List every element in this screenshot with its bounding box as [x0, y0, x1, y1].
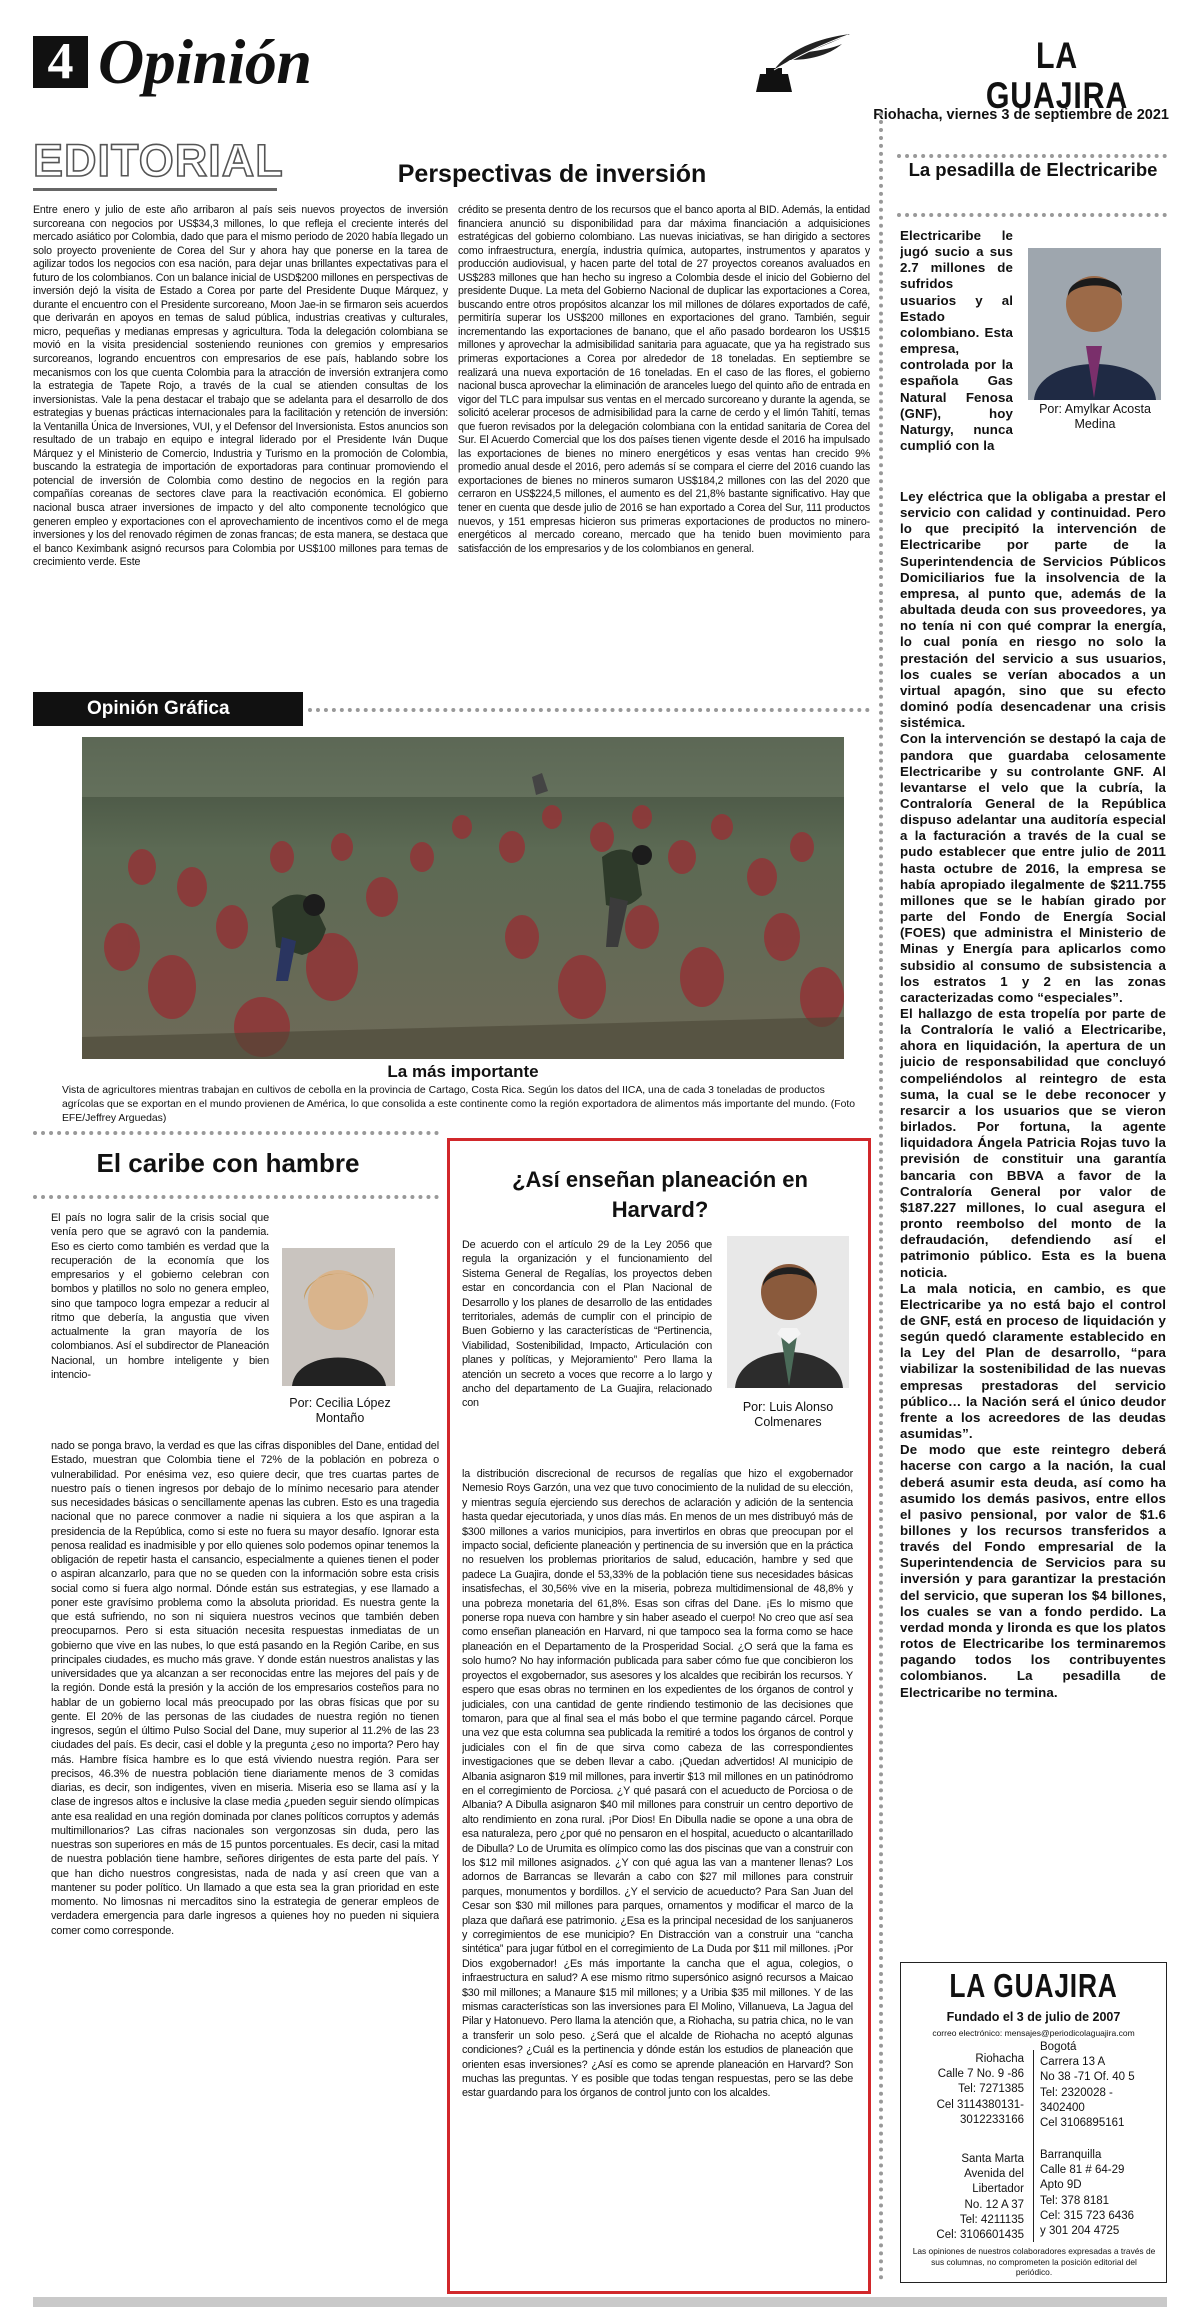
- office-line: 3402400: [1040, 2101, 1085, 2114]
- office-line: Calle 7 No. 9 -86: [937, 2068, 1024, 2081]
- editorial-col-1: Entre enero y julio de este año arribaron al país seis nuevos proyectos de inversión surcoreana con negocios por US$34,3 millones, lo que refleja el creciente interés del mercado asiático por Colombia, dado que para el mismo periodo de 2020 había llegado un solo proyecto proveniente de Corea del Sur y ahora hay que ponerse en la tarea de agilizar todos los negocios con esa nación, para dejar unas brillantes expectativas para el futuro de los colombianos. Con un balance inicial de USD$200 millones en perspectivas de inversión dejó la visita de Estado a Corea por parte del Presidente Duque Márquez, y durante el encuentro con el Presidente surcoreano, Moon Jae-in se firmaron seis acuerdos que derivarán en apoyos en temas de salud pública, industrias creativas y culturales, micro, pequeñas y medianas empresas y agricultura. Toda la delegación colombiana se movió en la visita presidencial sosteniendo reuniones con gremios y empresarios surcoreanos, logrando encuentros con empresarios de ese país, hablando sobre los mecanismos con los que cuenta Colombia para la atracción de inversión extranjera como la estrategia de Tapete Rojo, a través de la cual se atienden consultas de los inversionistas. Vale la pena destacar el trabajo que se adelanta para el desarrollo de dos estrategias y buenas prácticas internacionales para la facilitación y retención de inversión: la Ventanilla Única de Inversiones, VUI, y el Defensor del Inversionista. Estos anuncios son resultado de un trabajo en equipo e integral liderado por el Presidente Iván Duque Márquez y el Ministerio de Comercio, Industria y Turismo en la promoción de Colombia, buscando la estrategia de importación de exportadoras para continuar promoviendo el potencial de inversión de Colombia como destino de negocios en la región para compañías coreanas de sectores clave para la reactivación económica. El gobierno nacional busca atraer inversiones de impacto y del alto componente tecnológico que generen empleo y exportaciones con el aprovechamiento de incentivos como el de mega inversiones y los del renovado régimen de zonas francas; de esta manera, se destaca que el banco Keximbank asignó recursos para Colombia por US$100 millones para temas de crecimiento verde. Este: [33, 204, 448, 569]
- harvard-byline: Por: Luis Alonso Colmenares: [742, 1400, 834, 1429]
- office-barranquilla: [1040, 2148, 1164, 2239]
- editorial-label: EDITORIAL: [33, 135, 284, 186]
- office-line: Cel: 315 723 6436: [1040, 2209, 1134, 2222]
- caribe-byline: Por: Cecilia López Montaño: [289, 1396, 391, 1425]
- grafica-label-rule: [308, 708, 870, 712]
- office-line: No 38 -71 Of. 40 5: [1040, 2071, 1135, 2084]
- bottom-bar: [33, 2297, 1167, 2307]
- office-line: Cel: 3106601435: [936, 2229, 1024, 2242]
- office-line: Bogotá: [1040, 2041, 1077, 2053]
- office-line: Cel 3114380131-: [936, 2098, 1024, 2111]
- section-rule: [33, 1131, 439, 1135]
- grafica-photo-title: La más importante: [387, 1062, 539, 1081]
- person-icon: [727, 1236, 849, 1388]
- onion-field-photo: [82, 737, 844, 1059]
- office-santa-marta: [908, 2152, 1024, 2243]
- office-line: Avenida del: [964, 2168, 1024, 2181]
- pesadilla-p4: La mala noticia, en cambio, es que Electricaribe ya no está bajo el control de GNF, está en proceso de liquidación y según quedó claramente establecido en la Ley del Plan de desarrollo, “para viabilizar la sostenibilidad de las nuevas empresas prestadoras del servicio público… la Nación será el único deudor frente a los acreedores de las deudas asumidas”.: [900, 1280, 1166, 1442]
- section-title: Opinión: [98, 26, 312, 97]
- harvard-lead: De acuerdo con el artículo 29 de la Ley 2056 que regula la organización y el funcionamiento del Sistema General de Regalías, los proyectos deben estar en concordancia con el Plan Nacional de Desarrollo y los planes de desarrollo de las entidades territoriales, además de cumplir con el principio de Buen Gobierno y las características de “Pertinencia, Viabilidad, Sostenibilidad, Impacto, Articulación con planes y políticas, y Mejoramiento” Pero llama la atención un secreto a voces que recorre a lo largo y ancho del departamento de La Guajira, relacionado con: [462, 1239, 712, 1410]
- caribe-title-rule: [33, 1195, 439, 1199]
- office-line: 3012233166: [960, 2113, 1024, 2126]
- office-line: Tel: 7271385: [958, 2083, 1024, 2096]
- pesadilla-p1: Ley eléctrica que la obligaba a prestar el servicio con calidad y continuidad. Pero lo que precipitó la intervención de Electricaribe por parte de la Superintendencia de Servicios Públicos Domiciliarios fue la insolvencia de la empresa, al punto que, además de la abultada deuda con sus proveedores, ya no tenía ni con qué comprar la energía, lo cual ponía en riesgo no solo la prestación del servicio a sus usuarios, los cuales se verían abocados a un virtual apagón, sino que su efecto dominó podía desencadenar una crisis sistémica.: [900, 489, 1166, 731]
- masthead-logo: LA GUAJIRA: [985, 35, 1129, 116]
- pesadilla-title-rule: [897, 213, 1167, 217]
- masthead-email: correo electrónico: mensajes@periodicolaguajira.com: [932, 2028, 1135, 2038]
- grafica-label-text: Opinión Gráfica: [87, 698, 230, 719]
- office-line: Cel 3106895161: [1040, 2117, 1125, 2130]
- grafica-label: [33, 692, 303, 726]
- pesadilla-p2: Con la intervención se destapó la caja de pandora que guardaba celosamente Electricaribe y su controlante GNF. Al levantarse el velo que la cubría, la Contraloría General de la República dispuso adelantar una auditoría especial a la facturación a través de la cual se pudo establecer que entre julio de 2011 hasta octubre de 2016, la empresa se había apropiado ilegalmente de $211.755 millones que se le habían girado por parte del Fondo de Energía Social (FOES) que administra el Ministerio de Minas y Energía para aplicarlos como subsidio al consumo de subsistencia a los estratos 1 y 2 en las zonas caracterizadas como “especiales”.: [900, 731, 1166, 1005]
- luis-colmenares-photo: [727, 1236, 849, 1388]
- quill-inkwell-icon: [738, 30, 856, 94]
- office-line: No. 12 A 37: [964, 2198, 1024, 2211]
- masthead-founded: Fundado el 3 de julio de 2007: [946, 2010, 1121, 2024]
- amylkar-acosta-photo: [1028, 248, 1161, 400]
- editorial-title: Perspectivas de inversión: [397, 160, 707, 188]
- dateline: Riohacha, viernes 3 de septiembre de 2021: [873, 107, 1169, 123]
- caribe-lead: El país no logra salir de la crisis social que venía pero que se agravó con la pandemia. Eso es cierto como también es verdad que la recuperación de la economía que los empresarios y el gobierno celebran con bombos y platillos no solo no genera empleo, sino que tampoco logra empezar a reducir al ritmo que debería, la angustia que viven actualmente la gran mayoría de los colombianos. Así el subdirector de Planeación Nacional, un hombre inteligente y bien intencio-: [51, 1212, 269, 1381]
- office-line: Riohacha: [975, 2053, 1024, 2065]
- pesadilla-p5: De modo que este reintegro deberá hacerse con cargo a la nación, la cual deberá asumir esta deuda, así como ha asumido los demás pasivos, entre ellos el pasivo pensional, por valor de $1.6 billones y los recursos transferidos a través del Fondo empresarial de la Superintendencia de Servicios para su inversión y para garantizar la prestación del servicio, que superan los $4 billones, los cuales se van a fondo perdido. La verdad monda y lironda es que los platos rotos de Electricaribe los terminaremos pagando todos los contribuyentes colombianos. La pesadilla de Electricaribe no termina.: [900, 1442, 1166, 1700]
- masthead-disclaimer: Las opiniones de nuestros colaboradores expresadas a través de sus columnas, no comprometen la posición editorial del periódico.: [912, 2246, 1156, 2277]
- column-divider: [879, 112, 883, 2282]
- pesadilla-body: [900, 489, 1166, 1950]
- pesadilla-title: La pesadilla de Electricaribe: [908, 159, 1158, 180]
- editorial-col-2: crédito se presenta dentro de los recursos que el banco aporta al BID. Además, la entidad financiera anunció su disponibilidad para dar máxima financiación a adquisiciones estratégicas del gobierno colombiano. Las nuevas iniciativas, se han dirigido a sectores como infraestructura, energía, industria química, autopartes, instrumentos y aparatos y producción audiovisual, y hacen parte del total de 27 proyectos coreanos avaluados en US$283 millones que han hecho su ingreso a Colombia desde el inicio del Gobierno del presidente Duque. La meta del Gobierno Nacional de duplicar las exportaciones a Corea, buscando entre otros propósitos alcanzar los mil millones de dólares exportados de café, permitiría superar los US$200 millones en exportaciones del grano. También, seguir incrementando las exportaciones de banano, que el año pasado bordearon los US$15 millones y aprovechar la admisibilidad sanitaria para aguacate, que ya ha registrado sus primeras exportaciones a Corea por alrededor de 18 toneladas. En septiembre se realizará una nueva exportación de 16 toneladas. En el caso de las flores, el gobierno nacional busca aprovechar la eliminación de aranceles luego del quinto año de entrada en vigor del TLC para impulsar sus ventas en el mercado surcoreano y durante la agenda, se solicitó acelerar procesos de admisibilidad para la carne de cerdo y el limón Tahití, temas que fueron revisados por la delegación colombiana con la entidad sanitaria de Corea del Sur. El Acuerdo Comercial que los dos países tienen vigente desde el 2016 ha impulsado las exportaciones de bienes no minero energéticos y esas ventas han crecido 9% promedio anual desde el 2016, pero además sí se compara el cierre del 2016 cuando las exportaciones de bienes no mineros sumaron US$184,2 millones con las del 2020 que cerraron en US$224,5 millones, el aumento es del 21,8% bastante significativo. Hay que tener en cuenta que desde julio de 2016 se han exportado a Corea del Sur, 111 productos nuevos, y 151 empresas hicieron sus primeras exportaciones de productos no minero-energéticos al mercado coreano, mercado que ha tenido buen movimiento para satisfacción de los empresarios y de los colombianos en general.: [458, 204, 870, 555]
- editorial-label-underline: [33, 188, 277, 191]
- office-line: Santa Marta: [961, 2153, 1024, 2165]
- office-line: Tel: 2320028 -: [1040, 2086, 1113, 2099]
- page-number-box: [33, 33, 88, 90]
- office-riohacha: [908, 2052, 1024, 2128]
- harvard-body: la distribución discrecional de recursos de regalías que hizo el exgobernador Nemesio Roys Garzón, una vez que tuvo conocimiento de la nulidad de su elección, y mientras seguía ejerciendo sus derechos de aclaración y adición de la sentencia hasta quedar ejecutoriada, y unos días más. En menos de un mes distribuyó más de $300 millones a varios municipios, para invertirlos en obras que preocupan por el impacto social, deficiente planeación y pertinencia de su inversión que en la práctica no resuelven los problemas prioritarios de salud, educación, hambre y sed que padece La Guajira, donde el 53,33% de la población tiene sus necesidades básicas insatisfechas, el 30,56% vive en la miseria, pobreza multidimensional de 48,8% y una pobreza monetaria del 61,8%. Esas son cifras del Dane. ¡Es lo mismo que ponerse ropa nueva con hambre y sin haber aseado el cuerpo! No creo que así sea como enseñan planeación en Harvard, ni que tampoco sea la forma como se hace planeación en el Departamento de la Prosperidad Social. ¿O será que la fama es solo humo? No hay información publicada para saber cómo fue que concibieron los proyectos el exgobernador, sus asesores y los alcaldes que recibirán los recursos. Y espero que esas obras no terminen en los expedientes de los órganos de control y judiciales, con una cantidad de gente rindiendo testimonio de las decisiones que tomaron, para que al final sea el más bobo el que termine pagando cárcel. Porque una vez que esta columna sea publicada la remitiré a todos los órganos de control y judiciales con el fin de que sirva como cabeza de las correspondientes investigaciones que se deben llevar a cabo. ¡Quedan advertidos! Al municipio de Albania asignaron $19 mil millones, para invertir $13 mil millones en un patinódromo en el corregimiento de Porciosa. ¿Y qué pasará con el acueducto de Porciosa o de Albania? A Dibulla asignaron $40 mil millones para construir un centro deportivo de alto rendimiento en zona rural. ¡Por Dios! En Dibulla nadie se opone a una obra de esa naturaleza, pero ¿por qué no pensaron en el hospital, acueducto o alcantarillado de Dibulla? Lo de Urumita es olímpico como las dos piscinas que van a construir con los $12 mil millones asignados. ¿Y con qué agua las van a mantener llenas? Los adornos de Barrancas se llevarán a cabo con $27 mil millones para construir parques, monumentos y bordillos. ¿Y el servicio de acueducto? Para San Juan del Cesar son $30 mil millones para parques, ornamentos y modificar el marco de la plaza que dañará ese patrimonio. ¿Esa es la principal necesidad de los sanjuaneros y corregimientos de ese municipio? En Distracción van a construir una “cancha sintética” para jugar fútbol en el corregimiento de La Duda por $11 mil millones. ¡Por Dios exgobernador! ¿Es más importante la cancha que el agua, colegios, o infraestructura en salud? A ese mismo ritmo supersónico asignó recursos a Maicao $30 mil millones; a Manaure $15 mil millones; y a Uribia $35 mil millones. Y de las mismas características son las inversiones para El Molino, Villanueva, La Jagua del Pilar y Hatonuevo. Pero llama la atención que, a Riohacha, su patria chica, no le van a transferir un solo peso. ¿Será que el alcalde de Riohacha no aceptó algunas condiciones? ¿Cuál es la pertinencia y dónde están los estudios de planeación que orienten esas inversiones? ¿Así es como se aprende planeación en Harvard? Son muchas las preguntas. Y es posible que todas tengan respuestas, pero se las debe estar guardando para los órganos de control junto con los alcaldes.: [462, 1468, 853, 2100]
- office-line: y 301 204 4725: [1040, 2225, 1120, 2238]
- masthead-divider: [1033, 2050, 1034, 2242]
- office-line: Libertador: [972, 2183, 1024, 2196]
- page-number: 4: [47, 33, 74, 90]
- office-bogota: [1040, 2040, 1164, 2131]
- harvard-title: ¿Así enseñan planeación en Harvard?: [512, 1167, 808, 1222]
- office-line: Carrera 13 A: [1040, 2056, 1106, 2069]
- cecilia-lopez-photo: [282, 1248, 395, 1386]
- office-line: Tel: 378 8181: [1040, 2194, 1110, 2207]
- grafica-caption: Vista de agricultores mientras trabajan en cultivos de cebolla en la provincia de Cartago, Costa Rica. Según los datos del IICA, una de cada 3 toneladas de productos agrícolas que se exportan en el mundo provienen de América, lo que consolida a este continente como la región exportadora de alimentos más importante del mundo. (Foto EFE/Jeffrey Arguedas): [62, 1085, 856, 1124]
- pesadilla-p3: El hallazgo de esta tropelía por parte de la Contraloría le valió a Electricaribe, ahora en liquidación, la apertura de un juicio de responsabilidad que concluyó compeliéndolos al reintegro de esta suma, la cual se le debe reconocer y resarcir a los usuarios que se vieron birlados. Por fortuna, la agente liquidadora Ángela Patricia Rojas tuvo la previsión de constituir una garantía bancaria con BBVA a favor de la Contraloría General por valor de $187.227 millones, lo cual asegura el pronto reembolso del monto de la defraudación, defendiendo así el patrimonio público. Esta es la buena noticia.: [900, 1006, 1166, 1280]
- caribe-body: nado se ponga bravo, la verdad es que las cifras disponibles del Dane, entidad del Estado, muestran que Colombia tiene el 72% de la población en pobreza o vulnerabilidad. Por enésima vez, eso quiere decir, que tres cuartas partes de nuestro país o tienen ingresos por debajo de lo mínimo necesario para atender sus necesidades básicas o sencillamente apenas las cubren. Esto es una tragedia nacional que no parece conmover a nadie ni siquiera a los que aspiran a la presidencia de la República, como si este no fuera su mayor desafío. Ignorar esta penosa realidad es inadmisible y por ello quienes solo podemos opinar tenemos la obligación de repetir hasta el cansancio, especialmente a quienes tienen el poder o aspiran alcanzarlo, para que no se queden con la información sobre esta crisis social como si fuera algo normal. Dónde están sus estrategias, y ese llamado a poner este gravísimo problema como la absoluta prioridad. Es nuestra gente la que está sufriendo, no son ni siquiera nuestros vecinos que también deben preocuparnos. Pero si esta situación necesita respuestas inmediatas de un gobierno que vive en las nubes, lo que está pasando en la Región Caribe, en sus principales ciudades, es mucho más grave. Y donde están nuestros analistas y las universidades que ya alcanzan a ser reconocidas entre las mejores del país y de la región. Donde está la presión y la acción de los empresarios costeños para no hablar de un gobierno local más preocupado por las obras físicas que por su gente. El 20% de las personas de las ciudades de nuestra región no tienen ingresos, según el último Pulso Social del Dane, muy superior al 11.2% de las 23 ciudades del país. Es decir, casi el doble y la pregunta ¿eso no importa? Pero hay más. Hambre física hambre es lo que está viviendo nuestra región. Para ser precisos, 46.3% de nuestra población tiene diariamente menos de 3 comidas diarias, es decir, son indigentes, viven en miseria. Miseria eso se llama así y la clase de ingresos altos e inclusive la clase media ¿pueden seguir siendo olímpicas ante esa realidad en una región dominada por clanes políticos corruptos y además multimillonarios? Las cifras nacionales son vergonzosas sin duda, pero las nuestras son superiores en más de 15 puntos porcentuales. Es decir, casi la mitad de nuestra población tiene hambre, señores dirigentes de esta parte del país. Y que han dicho nuestros congresistas, nada de nada y así creen que van a mantener su poder político. Un llamado a que esta sea la gran prioridad en este momento. No limosnas ni mercaditos sino la estrategia de generar empleos de verdadera emergencia para darle ingresos a quienes hoy no pueden ni siquiera comer como corresponde.: [51, 1440, 439, 1937]
- person-icon: [1028, 248, 1161, 400]
- office-line: Apto 9D: [1040, 2179, 1082, 2192]
- person-icon: [282, 1248, 395, 1386]
- office-line: Barranquilla: [1040, 2149, 1102, 2161]
- pesadilla-lead: Electricaribe le jugó sucio a sus 2.7 millones de sufridos usuarios y al Estado colombiano. Esta empresa, controlada por la española Gas Natural Fenosa (GNF), hoy Naturgy, nunca cumplió con la: [900, 228, 1013, 454]
- pesadilla-byline: Por: Amylkar Acosta Medina: [1039, 402, 1151, 431]
- caribe-title: El caribe con hambre: [96, 1148, 360, 1178]
- office-line: Tel: 4211135: [959, 2213, 1024, 2226]
- office-line: Calle 81 # 64-29: [1040, 2164, 1125, 2177]
- masthead-box-logo: LA GUAJIRA: [949, 1967, 1118, 2004]
